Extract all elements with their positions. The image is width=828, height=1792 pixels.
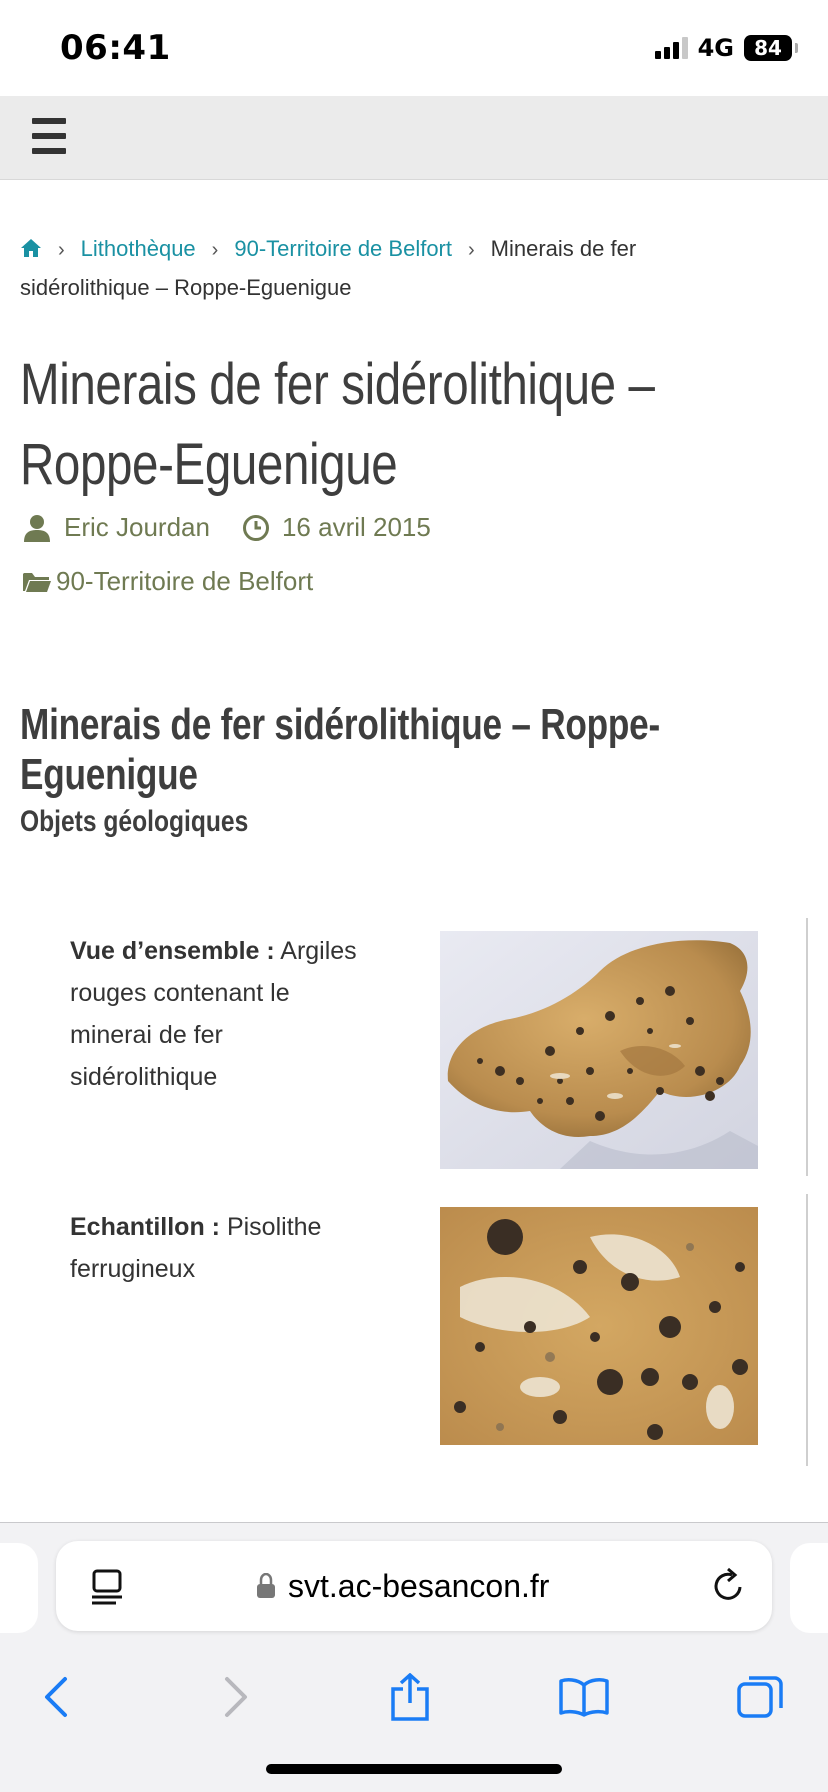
- battery-icon: [744, 35, 792, 61]
- home-indicator[interactable]: [266, 1764, 562, 1774]
- hamburger-menu-icon[interactable]: [32, 118, 66, 154]
- breadcrumb-territoire-belfort[interactable]: 90-Territoire de Belfort: [234, 236, 452, 261]
- signal-icon: [655, 37, 688, 59]
- site-header: [0, 96, 828, 180]
- network-type: 4G: [697, 34, 734, 62]
- section-title: Minerais de fer sidérolithique – Roppe-Eguenigue: [20, 700, 661, 799]
- overview-photo[interactable]: [440, 931, 758, 1169]
- reload-icon[interactable]: [710, 1567, 746, 1605]
- divider: [806, 918, 808, 1176]
- category: [22, 566, 313, 597]
- row-vue-ensemble: [70, 930, 370, 1098]
- page-menu-icon[interactable]: [90, 1569, 124, 1605]
- sample-photo[interactable]: [440, 1207, 758, 1445]
- subsection-title: Objets géologiques: [20, 805, 249, 838]
- breadcrumb-current: Minerais de fer sidérolithique – Roppe-Eguenigue: [20, 236, 637, 300]
- previous-tab[interactable]: [0, 1543, 38, 1633]
- breadcrumb-lithotheque[interactable]: Lithothèque: [80, 236, 196, 261]
- date: [242, 512, 431, 543]
- tabs-icon: [737, 1674, 783, 1720]
- chevron-left-icon: [41, 1675, 71, 1719]
- divider: [806, 1194, 808, 1466]
- back-button[interactable]: [26, 1667, 86, 1727]
- clock-icon: [242, 514, 270, 542]
- status-bar: [0, 0, 828, 96]
- chevron-right-icon: ›: [58, 239, 65, 261]
- user-icon: [22, 513, 52, 543]
- address-bar[interactable]: [56, 1541, 772, 1631]
- url-text: svt.ac-besancon.fr: [288, 1567, 550, 1604]
- status-icons: [655, 34, 792, 62]
- battery-level: 84: [754, 36, 782, 60]
- publish-date: 16 avril 2015: [281, 512, 431, 542]
- bookmarks-button[interactable]: [554, 1667, 614, 1727]
- article-meta: [22, 512, 463, 543]
- next-tab[interactable]: [790, 1543, 828, 1633]
- page-title: Minerais de fer sidérolithique – Roppe-Eguenigue: [20, 352, 655, 497]
- share-button[interactable]: [380, 1667, 440, 1727]
- article-category: [22, 566, 345, 597]
- row-description: Argiles rouges contenant le minerai de fer sidérolithique: [70, 937, 357, 1091]
- forward-button[interactable]: [206, 1667, 266, 1727]
- row-label: Vue d’ensemble :: [70, 937, 275, 965]
- url-display[interactable]: [256, 1541, 549, 1631]
- chevron-right-icon: [221, 1675, 251, 1719]
- row-echantillon: [70, 1206, 370, 1290]
- row-label: Echantillon :: [70, 1213, 220, 1241]
- row-description: Pisolithe ferrugineux: [70, 1213, 322, 1283]
- breadcrumb: [20, 230, 720, 307]
- chevron-right-icon: ›: [211, 239, 219, 261]
- tabs-button[interactable]: [730, 1667, 790, 1727]
- author: [22, 512, 210, 543]
- status-time: 06:41: [60, 28, 171, 68]
- browser-toolbar: [0, 1522, 828, 1792]
- home-icon[interactable]: [20, 238, 42, 258]
- share-icon: [389, 1673, 431, 1721]
- chevron-right-icon: ›: [468, 239, 475, 261]
- book-icon: [559, 1677, 609, 1717]
- category-link[interactable]: 90-Territoire de Belfort: [56, 566, 314, 596]
- author-link[interactable]: Eric Jourdan: [64, 512, 210, 542]
- lock-icon: [256, 1573, 276, 1599]
- browser-nav: [0, 1651, 828, 1751]
- folder-icon: [22, 570, 52, 594]
